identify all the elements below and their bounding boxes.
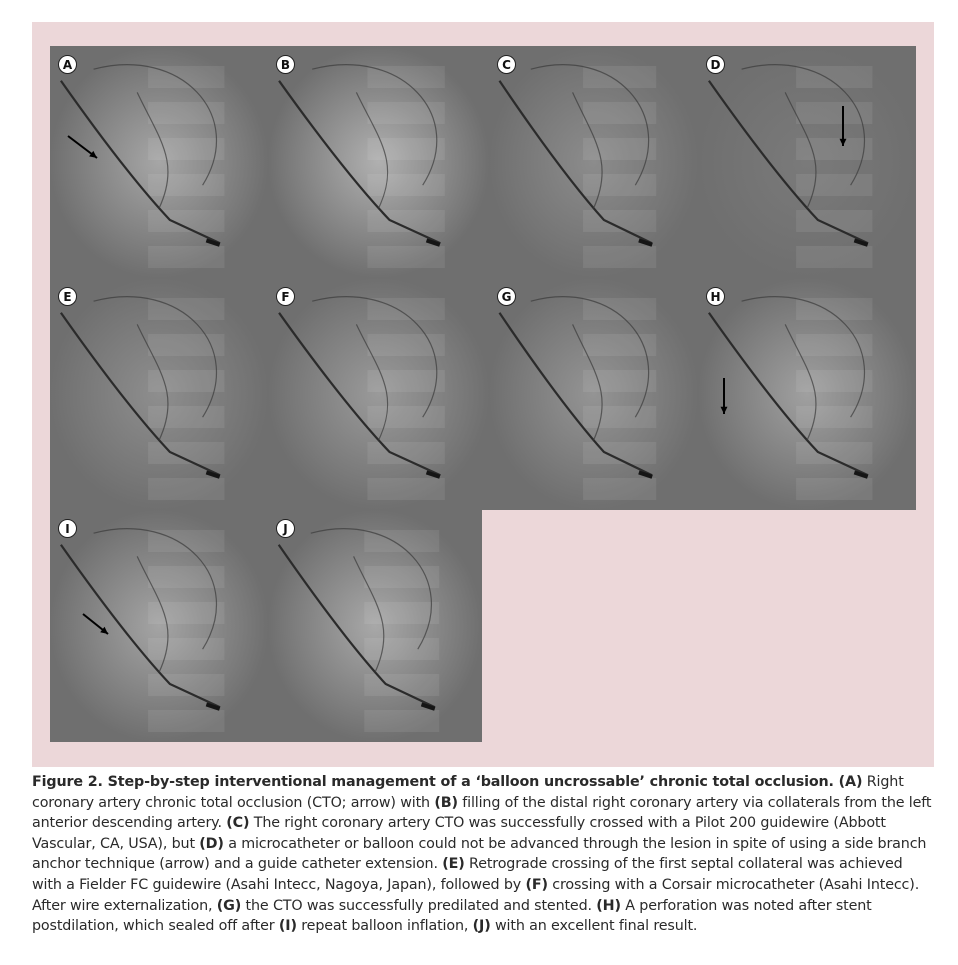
figure-caption xyxy=(32,772,932,937)
vertebra-shadow xyxy=(583,370,656,392)
vertebra-shadow xyxy=(583,138,656,160)
angiogram-image xyxy=(489,46,698,278)
caption-text: A perforation was noted after stent postdilation, which sealed off after xyxy=(32,897,872,935)
caption-text: a microcatheter or balloon could not be advanced through the lesion in spite of using a side branch anchor technique (arrow) and a guide catheter extension. xyxy=(32,835,927,873)
caption-text: Retrograde crossing of the first septal collateral was achieved with a Fielder FC guidewire (Asahi Intecc, Nagoya, Japan), followed by xyxy=(32,856,903,893)
caption-text: the CTO was successfully predilated and stented. xyxy=(241,897,597,914)
caption-text: filling of the distal right coronary artery via collaterals from the left anterior descending artery. xyxy=(32,794,932,832)
vertebra-shadow xyxy=(148,370,224,392)
vertebra-shadow xyxy=(367,334,444,356)
angiogram-panel-c xyxy=(489,46,698,278)
vertebra-shadow xyxy=(367,174,444,196)
angiogram-image xyxy=(50,510,268,742)
angiogram-image xyxy=(268,278,489,510)
caption-panel-ref: (G) xyxy=(216,897,242,914)
angiogram-image xyxy=(698,46,916,278)
panel-label-b: B xyxy=(276,55,295,74)
panel-label-e: E xyxy=(58,287,77,306)
vertebra-shadow xyxy=(796,334,872,356)
caption-panel-ref: (I) xyxy=(278,918,297,935)
angiogram-panel-e xyxy=(50,278,268,510)
vertebra-shadow xyxy=(148,246,224,268)
angiogram-panel-d xyxy=(698,46,916,278)
angiogram-panel-b xyxy=(268,46,489,278)
caption-text: Right coronary artery chronic total occlusion (CTO; arrow) with xyxy=(32,774,904,811)
vertebra-shadow xyxy=(367,478,444,500)
angiogram-image xyxy=(268,46,489,278)
panel-label-d: D xyxy=(706,55,725,74)
vertebra-shadow xyxy=(796,478,872,500)
vertebra-shadow xyxy=(796,370,872,392)
panel-label-c: C xyxy=(497,55,516,74)
angiogram-image xyxy=(698,278,916,510)
angiogram-image xyxy=(50,46,268,278)
caption-text: repeat balloon inflation, xyxy=(296,918,473,935)
angiogram-panel-f xyxy=(268,278,489,510)
caption-panel-ref: (H) xyxy=(596,897,621,914)
vertebra-shadow xyxy=(148,138,224,160)
vertebra-shadow xyxy=(367,406,444,428)
vertebra-shadow xyxy=(364,638,439,660)
angiogram-panel-i xyxy=(50,510,268,742)
vertebra-shadow xyxy=(796,138,872,160)
caption-panel-ref: (C) xyxy=(226,815,250,832)
vertebra-shadow xyxy=(583,246,656,268)
vertebra-shadow xyxy=(148,334,224,356)
vertebra-shadow xyxy=(364,566,439,588)
vertebra-shadow xyxy=(583,478,656,500)
vertebra-shadow xyxy=(796,174,872,196)
vertebra-shadow xyxy=(148,478,224,500)
vertebra-shadow xyxy=(148,710,224,732)
angiogram-image xyxy=(268,510,482,742)
angiogram-image xyxy=(489,278,698,510)
angiogram-panel-j xyxy=(268,510,482,742)
caption-text: crossing with a Corsair microcatheter (Asahi Intecc). After wire externalization, xyxy=(32,876,920,914)
vertebra-shadow xyxy=(148,174,224,196)
angiogram-image xyxy=(50,278,268,510)
panel-label-i: I xyxy=(58,519,77,538)
vertebra-shadow xyxy=(364,710,439,732)
caption-text: with an excellent final result. xyxy=(490,918,698,935)
angiogram-panel-g xyxy=(489,278,698,510)
vertebra-shadow xyxy=(583,334,656,356)
vertebra-shadow xyxy=(148,566,224,588)
vertebra-shadow xyxy=(364,602,439,624)
angiogram-panel-a xyxy=(50,46,268,278)
angiogram-panel-h xyxy=(698,278,916,510)
caption-body xyxy=(32,774,931,934)
panel-label-j: J xyxy=(276,519,295,538)
vertebra-shadow xyxy=(367,102,444,124)
vertebra-shadow xyxy=(148,638,224,660)
vertebra-shadow xyxy=(796,102,872,124)
vertebra-shadow xyxy=(796,406,872,428)
caption-text: The right coronary artery CTO was successfully crossed with a Pilot 200 guidewire (Abbott Vascular, CA, USA), but xyxy=(32,815,886,852)
vertebra-shadow xyxy=(148,102,224,124)
vertebra-shadow xyxy=(367,246,444,268)
caption-panel-ref: (E) xyxy=(442,856,465,873)
vertebra-shadow xyxy=(148,602,224,624)
vertebra-shadow xyxy=(583,406,656,428)
caption-panel-ref: (B) xyxy=(434,794,458,811)
vertebra-shadow xyxy=(367,138,444,160)
vertebra-shadow xyxy=(796,246,872,268)
caption-panel-ref: (D) xyxy=(199,835,224,852)
panel-label-f: F xyxy=(276,287,295,306)
caption-panel-ref: (J) xyxy=(472,918,491,935)
caption-panel-ref: (F) xyxy=(525,876,548,893)
vertebra-shadow xyxy=(148,406,224,428)
caption-panel-ref: (A) xyxy=(833,774,863,790)
vertebra-shadow xyxy=(583,174,656,196)
vertebra-shadow xyxy=(583,102,656,124)
vertebra-shadow xyxy=(367,370,444,392)
panel-label-g: G xyxy=(497,287,516,306)
panel-label-a: A xyxy=(58,55,77,74)
panel-label-h: H xyxy=(706,287,725,306)
caption-title: Figure 2. Step-by-step interventional management of a ‘balloon uncrossable’ chronic total occlusion. xyxy=(32,774,834,790)
